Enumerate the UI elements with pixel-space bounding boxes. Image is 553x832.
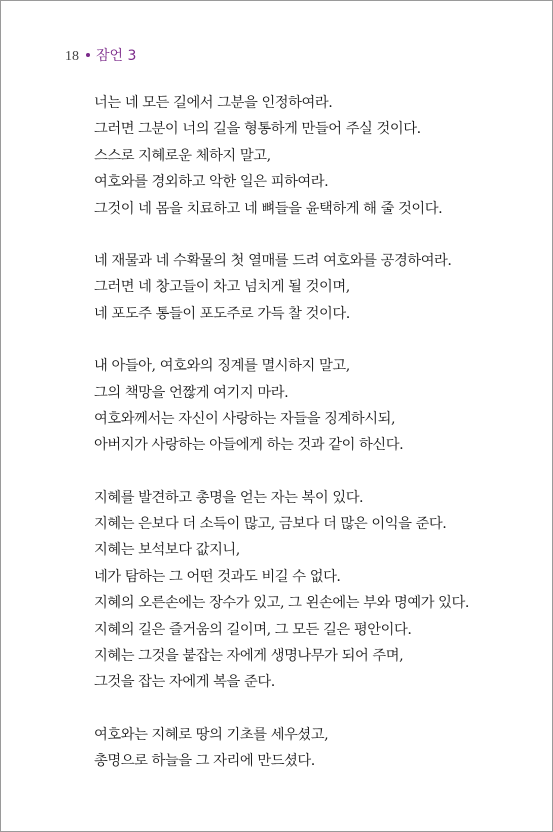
- verse-line: 여호와는 지혜로 땅의 기초를 세우셨고,: [94, 726, 329, 743]
- verse-line: 그것을 잡는 자에게 복을 준다.: [94, 674, 275, 691]
- stanza: [94, 90, 534, 222]
- body-text: [94, 90, 534, 801]
- header-bullet-dot: [86, 53, 90, 57]
- verse-line: 여호와를 경외하고 악한 일은 피하여라.: [94, 174, 329, 191]
- stanza: [94, 353, 534, 459]
- running-header: [65, 46, 136, 67]
- stanza: [94, 248, 534, 327]
- verse-line: 지혜는 은보다 더 소득이 많고, 금보다 더 많은 이익을 준다.: [94, 516, 447, 533]
- verse-line: 그러면 네 창고들이 차고 넘치게 될 것이며,: [94, 279, 350, 296]
- verse-line: 아버지가 사랑하는 아들에게 하는 것과 같이 하신다.: [94, 437, 404, 454]
- verse-line: 지혜는 보석보다 값지니,: [94, 542, 240, 559]
- verse-line: 스스로 지혜로운 체하지 말고,: [94, 147, 271, 164]
- verse-line: 지혜는 그것을 붙잡는 자에게 생명나무가 되어 주며,: [94, 648, 404, 665]
- verse-line: 너는 네 모든 길에서 그분을 인정하여라.: [94, 95, 333, 111]
- verse-line: 여호와께서는 자신이 사랑하는 자들을 징계하시되,: [94, 410, 396, 427]
- verse-line: 그러면 그분이 너의 길을 형통하게 만들어 주실 것이다.: [94, 121, 421, 138]
- verse-line: 내 아들아, 여호와의 징계를 멸시하지 말고,: [94, 358, 350, 375]
- stanza: [94, 485, 534, 696]
- verse-line: 네가 탐하는 그 어떤 것과도 비길 수 없다.: [94, 568, 341, 585]
- verse-line: 네 포도주 통들이 포도주로 가득 찰 것이다.: [94, 305, 350, 322]
- verse-line: 지혜의 길은 즐거움의 길이며, 그 모든 길은 평안이다.: [94, 621, 412, 638]
- page-number: 18: [65, 49, 79, 64]
- stanza: [94, 722, 534, 775]
- verse-line: 네 재물과 네 수확물의 첫 열매를 드려 여호와를 공경하여라.: [94, 252, 452, 269]
- verse-line: 그의 책망을 언짢게 여기지 마라.: [94, 384, 289, 401]
- verse-line: 지혜를 발견하고 총명을 얻는 자는 복이 있다.: [94, 489, 364, 506]
- verse-line: 그것이 네 몸을 치료하고 네 뼈들을 윤택하게 해 줄 것이다.: [94, 200, 443, 217]
- verse-line: 총명으로 하늘을 그 자리에 만드셨다.: [94, 753, 315, 770]
- verse-line: 지혜의 오른손에는 장수가 있고, 그 왼손에는 부와 명예가 있다.: [94, 595, 469, 612]
- chapter-title: 잠언 3: [96, 48, 137, 64]
